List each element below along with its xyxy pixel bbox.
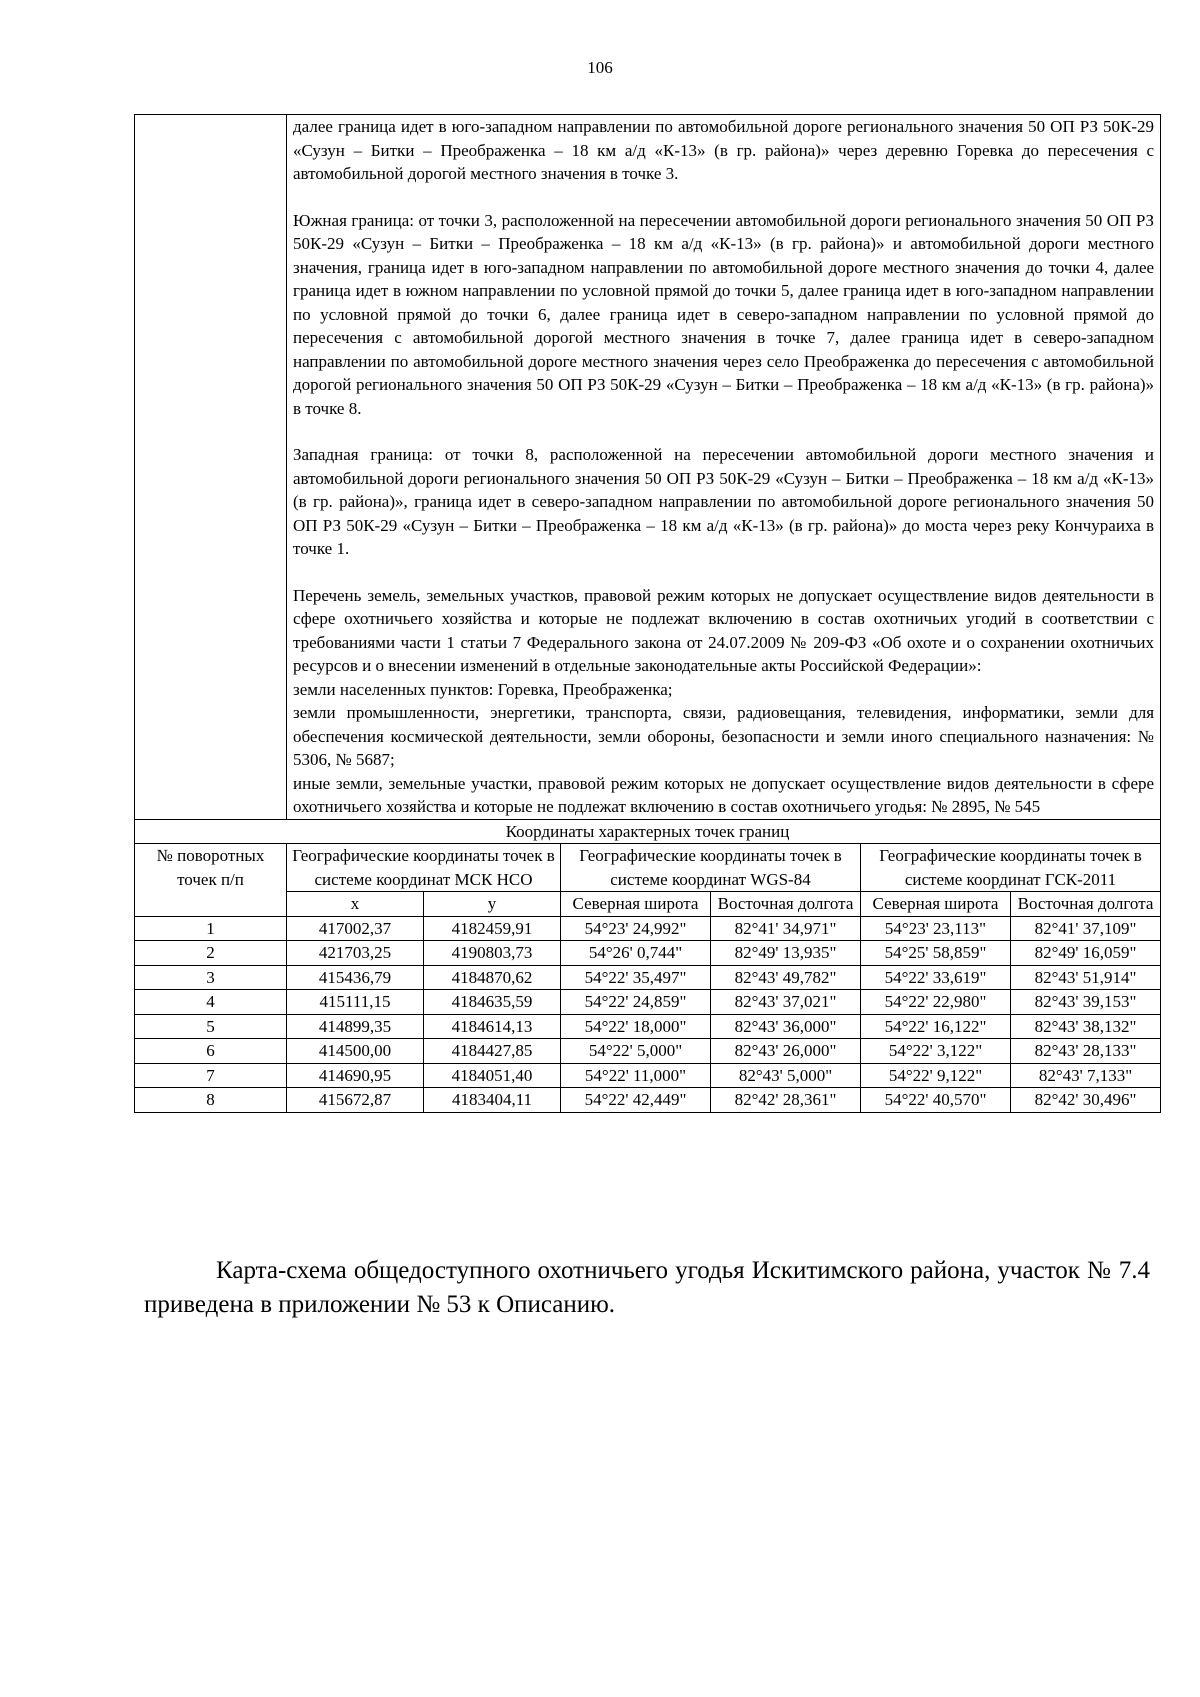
table-row (135, 1088, 1161, 1113)
cell-gsk-lat: 54°25' 58,859" (861, 941, 1011, 966)
cell-gsk-lat: 54°22' 22,980" (861, 990, 1011, 1015)
cell-msk-y: 4184614,13 (424, 1014, 561, 1039)
excluded-industrial: земли промышленности, энергетики, транспорта, связи, радиовещания, телевидения, информатики, земли для обеспечения космической деятельности, земли обороны, безопасности и земли иного специального назначения: № 5306, № 5687; (293, 703, 1155, 769)
cell-wgs-lat: 54°22' 35,497" (561, 965, 711, 990)
cell-msk-x: 414899,35 (287, 1014, 424, 1039)
cell-point-number: 8 (135, 1088, 287, 1113)
cell-point-number: 5 (135, 1014, 287, 1039)
cell-gsk-lon: 82°43' 7,133" (1011, 1063, 1161, 1088)
cell-gsk-lat: 54°22' 9,122" (861, 1063, 1011, 1088)
cell-msk-y: 4184051,40 (424, 1063, 561, 1088)
cell-msk-y: 4184427,85 (424, 1039, 561, 1064)
cell-msk-x: 415672,87 (287, 1088, 424, 1113)
table-row (135, 916, 1161, 941)
table-row (135, 990, 1161, 1015)
table-row (135, 1063, 1161, 1088)
subcol-y: y (424, 892, 561, 917)
excluded-other: иные земли, земельные участки, правовой режим которых не допускает осуществление видов деятельности в сфере охотничьего хозяйства и которые не подлежат включению в состав охотничьего угодья: № 2895, № 545 (293, 773, 1155, 816)
cell-wgs-lon: 82°43' 5,000" (711, 1063, 861, 1088)
cell-msk-y: 4190803,73 (424, 941, 561, 966)
cell-wgs-lon: 82°42' 28,361" (711, 1088, 861, 1113)
cell-msk-x: 415111,15 (287, 990, 424, 1015)
cell-gsk-lat: 54°22' 3,122" (861, 1039, 1011, 1064)
cell-wgs-lon: 82°49' 13,935" (711, 941, 861, 966)
cell-gsk-lon: 82°43' 39,153" (1011, 990, 1161, 1015)
cell-msk-x: 414500,00 (287, 1039, 424, 1064)
cell-gsk-lon: 82°43' 28,133" (1011, 1039, 1161, 1064)
cell-gsk-lat: 54°22' 16,122" (861, 1014, 1011, 1039)
cell-wgs-lat: 54°22' 42,449" (561, 1088, 711, 1113)
paragraph-west-boundary: Западная граница: от точки 8, расположенной на пересечении автомобильной дороги местного значения и автомобильной дороги регионального значения 50 ОП РЗ 50К-29 «Сузун – Битки – Преображенка – 18 км а/д «К-13» (в гр. района)», граница идет в северо-западном направлении по автомобильной дороге регионального значения 50 ОП РЗ 50К-29 «Сузун – Битки – Преображенка – 18 км а/д «К-13» (в гр. района)» до моста через реку Кончураиха в точке 1. (293, 445, 1155, 558)
cell-wgs-lat: 54°22' 18,000" (561, 1014, 711, 1039)
cell-gsk-lat: 54°22' 33,619" (861, 965, 1011, 990)
map-appendix-caption (144, 1254, 1150, 1322)
cell-gsk-lon: 82°41' 37,109" (1011, 916, 1161, 941)
paragraph-excluded-lands (293, 584, 1154, 819)
cell-wgs-lon: 82°41' 34,971" (711, 916, 861, 941)
cell-wgs-lat: 54°23' 24,992" (561, 916, 711, 941)
cell-wgs-lon: 82°43' 36,000" (711, 1014, 861, 1039)
cell-wgs-lat: 54°22' 24,859" (561, 990, 711, 1015)
cell-gsk-lon: 82°49' 16,059" (1011, 941, 1161, 966)
subcol-x: x (287, 892, 424, 917)
subcol-wgs-lat: Северная широта (561, 892, 711, 917)
cell-point-number: 7 (135, 1063, 287, 1088)
cell-point-number: 6 (135, 1039, 287, 1064)
cell-msk-x: 421703,25 (287, 941, 424, 966)
cell-msk-y: 4183404,11 (424, 1088, 561, 1113)
subcol-wgs-lon: Восточная долгота (711, 892, 861, 917)
col-group-gsk2011: Географические координаты точек в системе координат ГСК-2011 (861, 844, 1161, 892)
cell-msk-x: 414690,95 (287, 1063, 424, 1088)
table-row (135, 941, 1161, 966)
cell-wgs-lon: 82°43' 49,782" (711, 965, 861, 990)
cell-gsk-lon: 82°43' 51,914" (1011, 965, 1161, 990)
cell-point-number: 3 (135, 965, 287, 990)
cell-wgs-lon: 82°43' 37,021" (711, 990, 861, 1015)
empty-cell (135, 115, 287, 820)
excluded-settlements: земли населенных пунктов: Горевка, Преображенка; (293, 679, 673, 699)
subcol-gsk-lat: Северная широта (861, 892, 1011, 917)
col-point-number: № поворотных точек п/п (135, 844, 287, 917)
cell-point-number: 4 (135, 990, 287, 1015)
cell-msk-y: 4182459,91 (424, 916, 561, 941)
boundary-description (287, 115, 1161, 820)
table-row (135, 965, 1161, 990)
subcol-gsk-lon: Восточная долгота (1011, 892, 1161, 917)
cell-gsk-lon: 82°43' 38,132" (1011, 1014, 1161, 1039)
cell-msk-y: 4184870,62 (424, 965, 561, 990)
cell-gsk-lat: 54°23' 23,113" (861, 916, 1011, 941)
cell-gsk-lat: 54°22' 40,570" (861, 1088, 1011, 1113)
cell-wgs-lon: 82°43' 26,000" (711, 1039, 861, 1064)
cell-point-number: 2 (135, 941, 287, 966)
cell-gsk-lon: 82°42' 30,496" (1011, 1088, 1161, 1113)
excluded-lands-intro: Перечень земель, земельных участков, правовой режим которых не допускает осуществление видов деятельности в сфере охотничьего хозяйства и которые не подлежат включению в состав охотничьих угодий в соответствии с требованиями части 1 статьи 7 Федерального закона от 24.07.2009 № 209-ФЗ «Об охоте и о сохранении охотничьих ресурсов и о внесении изменений в отдельные законодательные акты Российской Федерации»: (293, 585, 1155, 675)
col-group-msk: Географические координаты точек в системе координат МСК НСО (287, 844, 561, 892)
col-group-wgs84: Географические координаты точек в системе координат WGS-84 (561, 844, 861, 892)
cell-msk-x: 415436,79 (287, 965, 424, 990)
boundary-table (134, 114, 1161, 1113)
caption-text: Карта-схема общедоступного охотничьего угодья Искитимского района, участок № 7.4 приведена в приложении № 53 к Описанию. (144, 1257, 1150, 1318)
table-row (135, 1014, 1161, 1039)
page-number: 106 (587, 58, 613, 77)
cell-msk-y: 4184635,59 (424, 990, 561, 1015)
paragraph-north-continued: далее граница идет в юго-западном направлении по автомобильной дороге регионального значения 50 ОП РЗ 50К-29 «Сузун – Битки – Преображенка – 18 км а/д «К-13» (в гр. района)» через деревню Горевка до пересечения с автомобильной дорогой местного значения в точке 3. (293, 117, 1155, 183)
cell-msk-x: 417002,37 (287, 916, 424, 941)
cell-wgs-lat: 54°22' 5,000" (561, 1039, 711, 1064)
table-row (135, 1039, 1161, 1064)
cell-wgs-lat: 54°26' 0,744" (561, 941, 711, 966)
coords-table-title: Координаты характерных точек границ (135, 819, 1161, 844)
paragraph-south-boundary: Южная граница: от точки 3, расположенной на пересечении автомобильной дороги регионального значения 50 ОП РЗ 50К-29 «Сузун – Битки – Преображенка – 18 км а/д «К-13» (в гр. района)» и автомобильной дороги местного значения, граница идет в юго-западном направлении по автомобильной дороге местного значения до точки 4, далее граница идет в южном направлении по условной прямой до точки 5, далее граница идет в юго-западном направлении по условной прямой до точки 6, далее граница идет в северо-западном направлении по условной прямой до пересечения с автомобильной дорогой местного значения в точке 7, далее граница идет в северо-западном направлении по автомобильной дороге местного значения через село Преображенка до пересечения с автомобильной дорогой регионального значения 50 ОП РЗ 50К-29 «Сузун – Битки – Преображенка – 18 км а/д «К-13» (в гр. района)» в точке 8. (293, 210, 1155, 418)
cell-wgs-lat: 54°22' 11,000" (561, 1063, 711, 1088)
cell-point-number: 1 (135, 916, 287, 941)
